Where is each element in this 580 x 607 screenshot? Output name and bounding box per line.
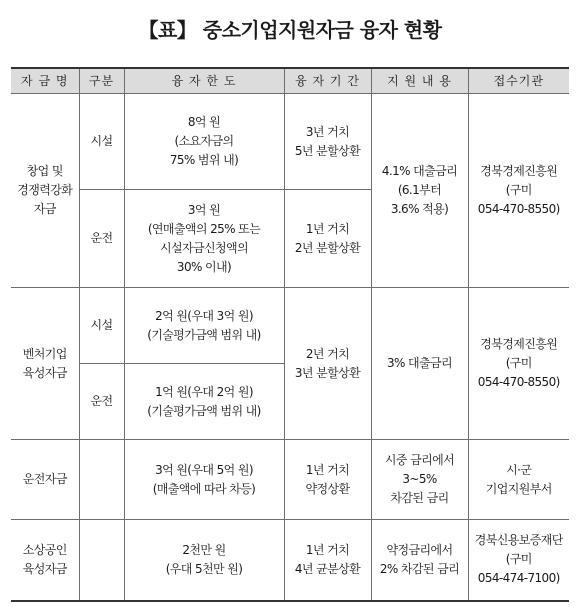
agency-cell: 경북경제진흥원 (구미 054-470-8550) (468, 94, 569, 288)
header-row (11, 68, 569, 94)
loan-period-cell: 1년 거치 4년 균분상환 (284, 520, 371, 601)
loan-limit-cell: 3억 원 (연매출액의 25% 또는 시설자금신청액의 30% 이내) (124, 190, 284, 288)
fund-name-cell: 벤처기업 육성자금 (11, 288, 79, 440)
table-row (11, 440, 569, 520)
loan-period-cell: 2년 거치 3년 분할상환 (284, 288, 371, 440)
column-header-support: 지 원 내 용 (371, 68, 468, 94)
support-cell: 시중 금리에서 3~5% 차감된 금리 (371, 440, 468, 520)
support-cell: 약정금리에서 2% 차감된 금리 (371, 520, 468, 601)
category-cell: 운전 (79, 364, 124, 440)
loan-period-cell: 1년 거치 2년 분할상환 (284, 190, 371, 288)
agency-cell: 경북경제진흥원 (구미 054-470-8550) (468, 288, 569, 440)
loan-period-cell: 1년 거치 약정상환 (284, 440, 371, 520)
category-cell (79, 440, 124, 520)
category-cell: 운전 (79, 190, 124, 288)
column-header-fund-name: 자 금 명 (11, 68, 79, 94)
support-cell: 3% 대출금리 (371, 288, 468, 440)
category-cell: 시설 (79, 94, 124, 190)
loan-table (11, 67, 569, 602)
table-row (11, 288, 569, 364)
column-header-loan-limit: 융 자 한 도 (124, 68, 284, 94)
loan-limit-cell: 3억 원(우대 5억 원) (매출액에 따라 차등) (124, 440, 284, 520)
fund-name-cell: 창업 및 경쟁력강화 자금 (11, 94, 79, 288)
column-header-category: 구분 (79, 68, 124, 94)
column-header-loan-period: 융 자 기 간 (284, 68, 371, 94)
fund-name-cell: 소상공인 육성자금 (11, 520, 79, 601)
loan-limit-cell: 1억 원(우대 2억 원) (기술평가금액 범위 내) (124, 364, 284, 440)
category-cell: 시설 (79, 288, 124, 364)
category-cell (79, 520, 124, 601)
table-row (11, 520, 569, 601)
loan-limit-cell: 8억 원 (소요자금의 75% 범위 내) (124, 94, 284, 190)
agency-cell: 시·군 기업지원부서 (468, 440, 569, 520)
column-header-agency: 접수기관 (468, 68, 569, 94)
page-title: 【표】 중소기업지원자금 융자 현황 (138, 18, 442, 42)
table-row (11, 94, 569, 190)
fund-name-cell: 운전자금 (11, 440, 79, 520)
loan-limit-cell: 2억 원(우대 3억 원) (기술평가금액 범위 내) (124, 288, 284, 364)
support-cell: 4.1% 대출금리 (6.1부터 3.6% 적용) (371, 94, 468, 288)
agency-cell: 경북신용보증재단 (구미 054-474-7100) (468, 520, 569, 601)
loan-period-cell: 3년 거치 5년 분할상환 (284, 94, 371, 190)
loan-limit-cell: 2천만 원 (우대 5천만 원) (124, 520, 284, 601)
